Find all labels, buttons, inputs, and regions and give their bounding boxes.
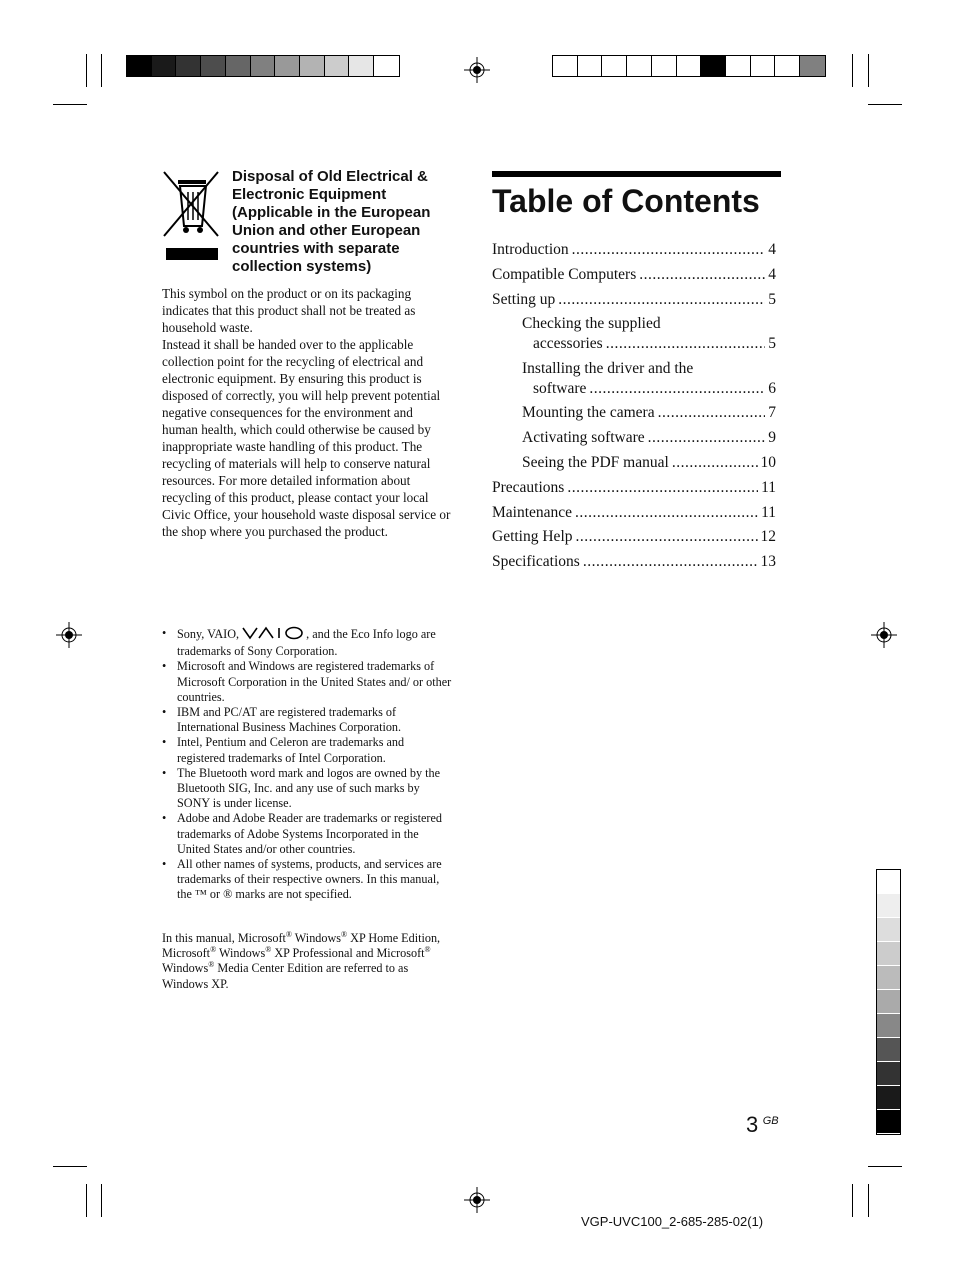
crop-mark <box>53 104 87 105</box>
note-text: Windows <box>216 946 266 961</box>
registration-mark-icon <box>464 57 490 83</box>
toc-page: 10 <box>760 454 776 471</box>
calibration-swatch <box>877 1038 900 1062</box>
calibration-swatch <box>877 1086 900 1110</box>
toc-label: Getting Help <box>492 528 573 545</box>
calibration-swatch <box>877 942 900 966</box>
disposal-body: This symbol on the product or on its packaging indicates that this product shall not be treated as household waste. Instead it shall be handed over to the applicable collection point for the recycling of electrical and electronic equipment. By ensuring this product is disposed of correctly, you will help prevent potential negative consequences for the environment and human health, which could otherwise be caused by inappropriate waste handling of this product. The recycling of materials will help to conserve natural resources. For more detailed information about recycling of this product, please contact your local Civic Office, your household waste disposal service or the shop where you purchased the product. <box>162 286 451 539</box>
registered-mark: ® <box>208 960 215 970</box>
calibration-swatch <box>201 56 226 76</box>
note-text: XP Professional and Microsoft <box>271 946 425 961</box>
calibration-swatch <box>877 918 900 942</box>
list-item: • Intel, Pentium and Celeron are trademarks and registered trademarks of Intel Corporation. <box>162 735 454 765</box>
trademark-text: , and the Eco Info logo are trademarks of Sony Corporation. <box>177 627 436 659</box>
toc-label: accessories <box>533 335 603 352</box>
calibration-swatch <box>627 56 652 76</box>
toc-label: Compatible Computers <box>492 266 637 283</box>
toc-entry-precautions[interactable] <box>492 478 776 498</box>
toc-label: Introduction <box>492 241 569 258</box>
toc-rule <box>492 171 781 177</box>
registered-mark: ® <box>285 929 292 939</box>
toc-page: 9 <box>768 429 776 446</box>
calibration-swatch <box>877 894 900 918</box>
calibration-swatch <box>877 966 900 990</box>
toc-page: 12 <box>760 528 776 545</box>
toc-page: 7 <box>768 404 776 421</box>
calibration-swatch <box>300 56 325 76</box>
toc-entry-installing-driver[interactable] <box>533 379 776 399</box>
toc-entry-specifications[interactable] <box>492 552 776 572</box>
calibration-swatch <box>652 56 677 76</box>
calibration-swatch <box>726 56 751 76</box>
crop-mark <box>868 104 902 105</box>
toc-entry-compatible-computers[interactable] <box>492 265 776 285</box>
calibration-swatch <box>775 56 800 76</box>
checker-calibration-bar <box>552 55 826 77</box>
list-item: • All other names of systems, products, and services are trademarks of their respective owners. In this manual, the ™ or ® marks are not specified. <box>162 857 454 903</box>
calibration-swatch <box>701 56 726 76</box>
crop-mark <box>101 54 102 87</box>
toc-entry-checking-supplied-line1[interactable] <box>522 314 776 334</box>
page-number-block <box>746 1112 779 1138</box>
toc-label: Mounting the camera <box>522 404 655 421</box>
toc-page: 5 <box>768 291 776 308</box>
toc-page: 4 <box>768 266 776 283</box>
registered-mark: ® <box>424 945 431 955</box>
calibration-swatch <box>127 56 152 76</box>
calibration-swatch <box>877 1014 900 1038</box>
list-item <box>162 626 454 659</box>
toc-label: Setting up <box>492 291 556 308</box>
grayscale-calibration-bar <box>126 55 400 77</box>
crop-mark <box>852 1184 853 1217</box>
note-text: XP Home Edition, Microsoft <box>162 931 441 961</box>
toc-page: 11 <box>761 504 776 521</box>
calibration-swatch <box>751 56 776 76</box>
language-code: GB <box>762 1115 779 1127</box>
toc-page: 11 <box>761 479 776 496</box>
list-item: • Adobe and Adobe Reader are trademarks or registered trademarks of Adobe Systems Incorporated in the United States and/or other countries. <box>162 811 454 857</box>
toc-label: Maintenance <box>492 504 573 521</box>
calibration-swatch <box>877 1110 900 1134</box>
vaio-logo-icon <box>242 626 306 640</box>
toc-entry-introduction[interactable] <box>492 240 776 260</box>
registration-mark-icon <box>464 1187 490 1213</box>
calibration-swatch <box>578 56 603 76</box>
note-text: In this manual, Microsoft <box>162 931 286 945</box>
calibration-swatch <box>553 56 578 76</box>
crop-mark <box>53 1166 87 1167</box>
registration-mark-icon <box>871 622 897 648</box>
registered-mark: ® <box>341 929 348 939</box>
registered-mark: ® <box>265 945 272 955</box>
toc-page: 13 <box>760 553 776 570</box>
registration-mark-icon <box>56 622 82 648</box>
calibration-swatch <box>677 56 702 76</box>
toc-label: Specifications <box>492 553 580 570</box>
crop-mark <box>852 54 853 87</box>
toc-label: Precautions <box>492 479 565 496</box>
toc-entry-getting-help[interactable] <box>492 527 776 547</box>
toc-page: 5 <box>768 335 776 352</box>
toc-entry-checking-supplied[interactable] <box>533 334 776 354</box>
toc-entry-activating-software[interactable] <box>522 428 776 448</box>
toc-label: Installing the driver and the <box>522 360 694 377</box>
crop-mark <box>868 54 869 87</box>
vaio-logo <box>242 626 306 644</box>
toc-list <box>492 240 782 580</box>
page-title: Table of Contents <box>492 183 760 219</box>
toc-label: Seeing the PDF manual <box>522 454 669 471</box>
calibration-swatch <box>877 870 900 894</box>
toc-page: 6 <box>768 380 776 397</box>
windows-xp-note <box>162 931 454 992</box>
calibration-swatch <box>800 56 825 76</box>
calibration-swatch <box>349 56 374 76</box>
calibration-swatch <box>877 990 900 1014</box>
trademark-list <box>162 626 454 903</box>
crop-mark <box>868 1184 869 1217</box>
calibration-swatch <box>602 56 627 76</box>
calibration-swatch <box>877 1062 900 1086</box>
crossed-out-wheelie-bin-icon <box>162 170 220 262</box>
toc-label: Checking the supplied <box>522 315 661 332</box>
note-text: Media Center Edition are referred to as Windows XP. <box>162 961 409 991</box>
list-item: • Microsoft and Windows are registered trademarks of Microsoft Corporation in the United States and/ or other countries. <box>162 659 454 705</box>
list-item: • IBM and PC/AT are registered trademarks of International Business Machines Corporation. <box>162 705 454 735</box>
trademark-text: Sony, VAIO, <box>177 627 243 641</box>
list-item: • The Bluetooth word mark and logos are owned by the Bluetooth SIG, Inc. and any use of such marks by SONY is under license. <box>162 766 454 812</box>
toc-page: 4 <box>768 241 776 258</box>
calibration-swatch <box>275 56 300 76</box>
crop-mark <box>868 1166 902 1167</box>
toc-label: software <box>533 380 587 397</box>
note-text: Windows <box>291 931 342 945</box>
calibration-swatch <box>251 56 276 76</box>
side-grayscale-strip <box>876 869 901 1135</box>
crop-mark <box>86 1184 87 1217</box>
calibration-swatch <box>226 56 251 76</box>
calibration-swatch <box>325 56 350 76</box>
registered-mark: ® <box>210 945 217 955</box>
crop-mark <box>86 54 87 87</box>
page-number: 3 <box>746 1112 759 1137</box>
toc-entry-pdf-manual[interactable] <box>522 453 776 473</box>
toc-entry-maintenance[interactable] <box>492 503 776 523</box>
document-id: VGP-UVC100_2-685-285-02(1) <box>581 1214 764 1229</box>
calibration-swatch <box>176 56 201 76</box>
crop-mark <box>101 1184 102 1217</box>
note-text: Windows <box>162 961 209 976</box>
toc-label: Activating software <box>522 429 645 446</box>
calibration-swatch <box>374 56 399 76</box>
toc-entry-setting-up[interactable] <box>492 290 776 310</box>
disposal-heading: Disposal of Old Electrical & Electronic Equipment (Applicable in the European Union and other European countries with separate collection systems) <box>232 168 431 275</box>
toc-entry-mounting-camera[interactable] <box>522 403 776 423</box>
calibration-swatch <box>152 56 177 76</box>
toc-entry-installing-driver-line1[interactable] <box>522 359 776 379</box>
